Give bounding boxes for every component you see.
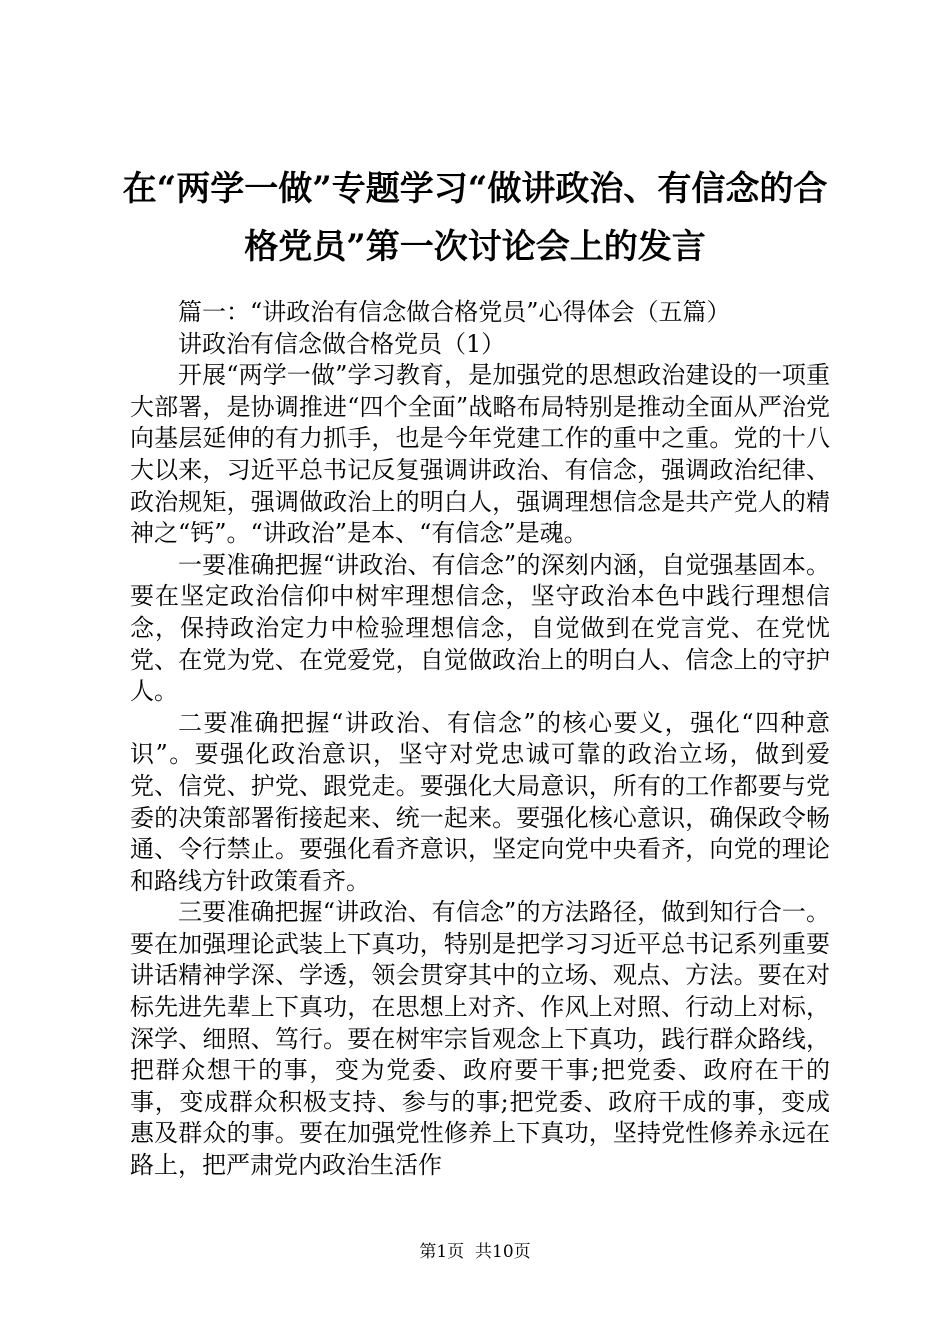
- subsection-heading: 讲政治有信念做合格党员（1）: [178, 329, 506, 358]
- document-title: 在“两学一做”专题学习“做讲政治、有信念的合格党员”第一次讨论会上的发言: [122, 169, 828, 267]
- body-paragraph: 二要准确把握“讲政治、有信念”的核心要义，强化“四种意识”。要强化政治意识，坚守对党忠诚可靠的政治立场，做到爱党、信党、护党、跟党走。要强化大局意识，所有的工作都要与党委的决策部署衔接起来、统一起来。要强化核心意识，确保政令畅通、令行禁止。要强化看齐意识，坚定向党中央看齐，向党的理论和路线方针政策看齐。: [130, 708, 830, 895]
- page-total: 共10页: [475, 1242, 531, 1262]
- body-paragraph: 一要准确把握“讲政治、有信念”的深刻内涵，自觉强基固本。要在坚定政治信仰中树牢理想信念，坚守政治本色中践行理想信念，保持政治定力中检验理想信念，自觉做到在党言党、在党忧党、在党为党、在党爱党，自觉做政治上的明白人、信念上的守护人。: [130, 550, 830, 706]
- page-footer: [0, 1240, 950, 1264]
- section-heading: 篇一：“讲政治有信念做合格党员”心得体会（五篇）: [178, 298, 731, 326]
- body-paragraph: 三要准确把握“讲政治、有信念”的方法路径，做到知行合一。要在加强理论武装上下真功，特别是把学习习近平总书记系列重要讲话精神学深、学透，领会贯穿其中的立场、观点、方法。要在对标先进先辈上下真功，在思想上对齐、作风上对照、行动上对标，深学、细照、笃行。要在树牢宗旨观念上下真功，践行群众路线，把群众想干的事，变为党委、政府要干事;把党委、政府在干的事，变成群众积极支持、参与的事;把党委、政府干成的事，变成惠及群众的事。要在加强党性修养上下真功，坚持党性修养永远在路上，把严肃党内政治生活作: [130, 898, 830, 1180]
- document-body: [130, 297, 830, 1182]
- body-paragraph: 开展“两学一做”学习教育，是加强党的思想政治建设的一项重大部署，是协调推进“四个全面”战略布局特别是推动全面从严治党向基层延伸的有力抓手，也是今年党建工作的重中之重。党的十八大以来，习近平总书记反复强调讲政治、有信念，强调政治纪律、政治规矩，强调做政治上的明白人，强调理想信念是共产党人的精神之“钙”。“讲政治”是本、“有信念”是魂。: [130, 361, 830, 548]
- page-number: 第1页: [419, 1242, 465, 1262]
